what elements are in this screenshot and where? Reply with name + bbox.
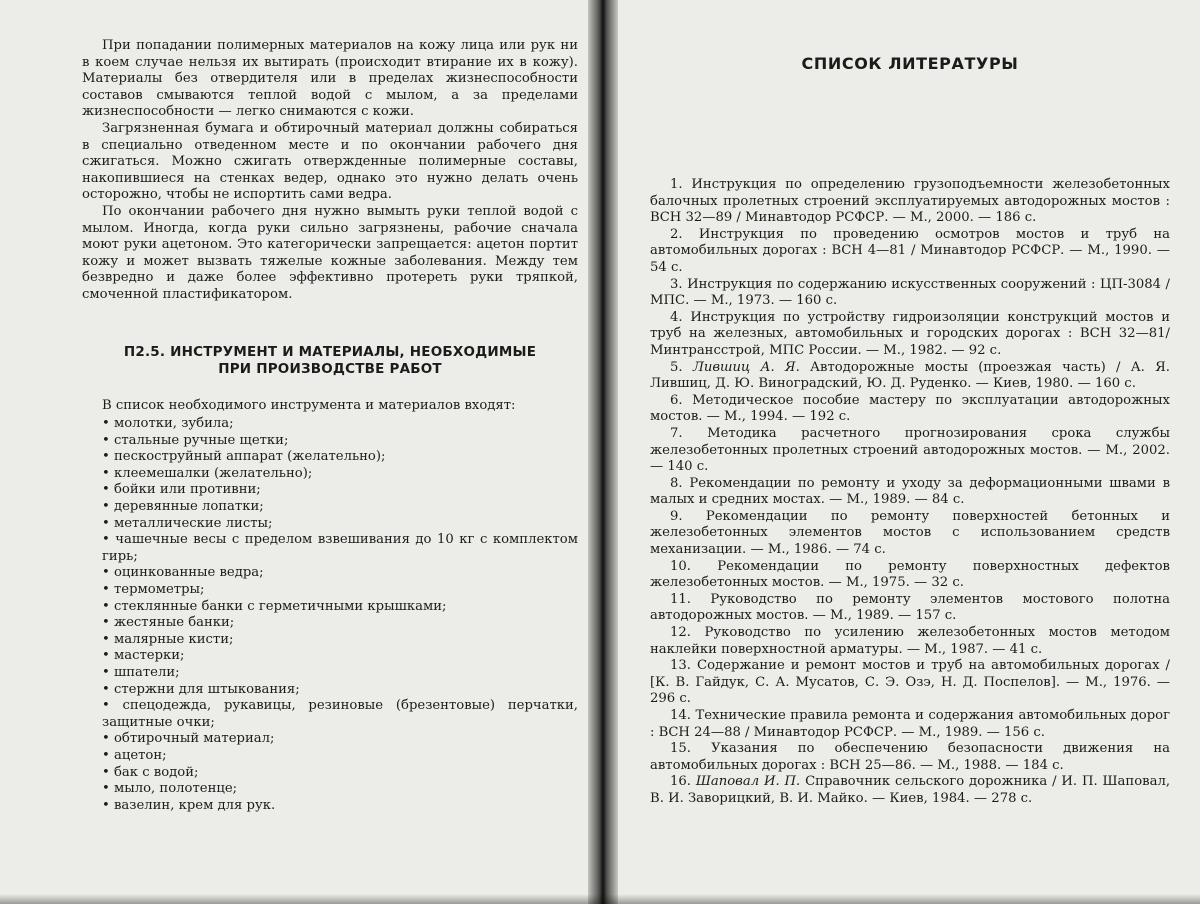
reference-text: Рекомендации по ремонту и уходу за деформационными швами в малых и средних мостах. — М., 1989. — 84 с. [650, 475, 1170, 508]
reference-text: Рекомендации по ремонту поверхностных дефектов железобетонных мостов. — М., 1975. — 32 с. [650, 558, 1170, 591]
reference-number: 9. [670, 508, 683, 524]
list-item: • ацетон; [102, 747, 167, 763]
reference-number: 6. [670, 392, 683, 408]
list-item: • стальные ручные щетки; [102, 432, 289, 448]
bibliography-list [650, 177, 1170, 808]
reference-entry [650, 310, 1170, 360]
book-gutter-shadow [588, 0, 618, 904]
section-heading-line-1: П2.5. ИНСТРУМЕНТ И МАТЕРИАЛЫ, НЕОБХОДИМЫЕ [123, 343, 537, 360]
list-item: • оцинкованные ведра; [102, 565, 264, 581]
list-item: • обтирочный материал; [102, 731, 275, 747]
reference-text: Автодорожные мосты (проезжая часть) / А. Я. Лившиц, Д. Ю. Виноградский, Ю. Д. Руденко. — Киев, 1980. — 160 с. [650, 359, 1170, 392]
reference-entry [650, 592, 1170, 625]
paragraph-waste-disposal: Загрязненная бумага и обтирочный материал должны собираться в специально отведенном месте и по окончании рабочего дня сжигаться. Можно сжигать отвержденные полимерные составы, накопившиеся на стенках ведер, однако это нужно делать очень осторожно, чтобы не испортить сами ведра. [82, 120, 578, 203]
reference-entry [650, 177, 1170, 227]
section-heading-line-2: ПРИ ПРОИЗВОДСТВЕ РАБОТ [218, 360, 442, 377]
list-item: • спецодежда, рукавицы, резиновые (брезентовые) перчатки, защитные очки; [102, 698, 578, 730]
reference-number: 2. [670, 226, 683, 242]
reference-number: 10. [670, 558, 691, 574]
list-item: • пескоструйный аппарат (желательно); [102, 449, 386, 465]
reference-text: Инструкция по содержанию искусственных сооружений : ЦП-3084 / МПС. — М., 1973. — 160 с. [650, 276, 1171, 309]
reference-number: 5. [670, 359, 683, 375]
reference-number: 3. [670, 276, 683, 292]
reference-number: 15. [670, 741, 691, 757]
list-item: • бак с водой; [102, 764, 199, 780]
reference-number: 4. [670, 309, 683, 325]
reference-entry [650, 741, 1170, 774]
reference-text: Справочник сельского дорожника / И. П. Шаповал, В. И. Заворицкий, В. И. Майко. — Киев, 1984. — 278 с. [650, 774, 1171, 806]
list-item: • деревянные лопатки; [102, 499, 264, 515]
list-item: • малярные кисти; [102, 631, 234, 647]
list-item: • мастерки; [102, 648, 185, 664]
reference-number: 1. [670, 177, 683, 192]
reference-number: 12. [670, 625, 691, 641]
tools-materials-list [82, 416, 578, 814]
reference-text: Технические правила ремонта и содержания автомобильных дорог : ВСН 24—88 / Минавтодор РСФСР. — М., 1989. — 156 с. [650, 708, 1170, 740]
reference-entry [650, 509, 1170, 559]
reference-number: 14. [670, 708, 691, 723]
reference-entry [650, 393, 1170, 426]
section-heading [82, 344, 578, 378]
reference-text: Руководство по усилению железобетонных мостов методом наклейки поверхностной арматуры. — М., 1987. — 41 с. [650, 625, 1170, 657]
reference-entry [650, 277, 1170, 310]
list-item: • чашечные весы с пределом взвешивания до 10 кг с комплектом гирь; [102, 532, 578, 564]
reference-entry [650, 625, 1170, 658]
reference-number: 7. [670, 425, 683, 441]
reference-text: Инструкция по проведению осмотров мостов и труб на автомобильных дорогах : ВСН 4—81 / Минавтодор РСФСР. — М., 1990. — 54 с. [650, 226, 1170, 275]
list-item: • стеклянные банки с герметичными крышками; [102, 598, 447, 614]
reference-text: Инструкция по определению грузоподъемности железобетонных балочных пролетных строений эксплуатируемых автодорожных мостов : ВСН 32—89 / Минавтодор РСФСР. — М., 2000. — 186 с. [650, 177, 1170, 226]
reference-text: Методическое пособие мастеру по эксплуатации автодорожных мостов. — М., 1994. — 192 с. [650, 392, 1170, 425]
reference-entry [650, 658, 1170, 708]
reference-number: 11. [670, 591, 691, 607]
reference-text: Методика расчетного прогнозирования срока службы железобетонных пролетных строений автодорожных мостов. — М., 2002. — 140 с. [650, 425, 1170, 475]
right-page [610, 0, 1200, 904]
page-bottom-shadow [0, 894, 1200, 904]
list-item: • жестяные банки; [102, 615, 235, 631]
list-item: • термометры; [102, 582, 205, 598]
reference-text: Инструкция по устройству гидроизоляции конструкций мостов и труб на железных, автомобильных и городских дорогах : ВСН 32—81/ Минтрансстрой, МПС России. — М., 1982. — 92 с. [650, 309, 1170, 358]
reference-text: Содержание и ремонт мостов и труб на автомобильных дорогах / [К. В. Гайдук, С. А. Мусатов, С. Э. Озэ, Н. Д. Поспелов]. — М., 1976. — 296 с. [650, 658, 1170, 707]
list-item: • мыло, полотенце; [102, 781, 238, 797]
list-item: • молотки, зубила; [102, 416, 234, 432]
reference-number: 13. [670, 658, 691, 674]
list-item: • бойки или противни; [102, 482, 261, 498]
reference-entry [650, 360, 1170, 393]
reference-entry [650, 708, 1170, 741]
reference-text: Рекомендации по ремонту поверхностей бетонных и железобетонных элементов мостов с использованием средств механизации. — М., 1986. — 74 с. [650, 508, 1170, 558]
bibliography-title: СПИСОК ЛИТЕРАТУРЫ [801, 54, 1019, 73]
reference-entry [650, 426, 1170, 476]
list-intro: В список необходимого инструмента и материалов входят: [102, 397, 516, 413]
reference-entry [650, 476, 1170, 509]
list-item: • стержни для штыкования; [102, 681, 300, 697]
list-item: • клеемешалки (желательно); [102, 465, 313, 481]
list-item: • металлические листы; [102, 515, 273, 531]
reference-text: Руководство по ремонту элементов мостового полотна автодорожных мостов. — М., 1989. — 157 с. [650, 591, 1170, 624]
reference-entry [650, 559, 1170, 592]
paragraph-skin-contact: При попадании полимерных материалов на кожу лица или рук ни в коем случае нельзя их вытирать (происходит втирание их в кожу). Материалы без отвердителя или в пределах жизнеспособности составов смываются теплой водой с мылом, а за пределами жизнеспособности — легко снимаются с кожи. [82, 38, 578, 120]
reference-author: Лившиц А. Я. [692, 359, 800, 375]
list-item: • вазелин, крем для рук. [102, 797, 276, 813]
reference-number: 16. [670, 774, 691, 790]
reference-number: 8. [670, 475, 683, 491]
paragraph-hand-washing: По окончании рабочего дня нужно вымыть руки теплой водой с мылом. Иногда, когда руки сильно загрязнены, рабочие сначала моют руки ацетоном. Это категорически запрещается: ацетон портит кожу и может вызвать тяжелые кожные заболевания. Между тем безвредно и даже более эффективно протереть руки тряпкой, смоченной пластификатором. [82, 203, 578, 302]
reference-author: Шаповал И. П. [695, 774, 801, 790]
reference-entry [650, 227, 1170, 277]
list-item: • шпатели; [102, 665, 180, 680]
reference-text: Указания по обеспечению безопасности движения на автомобильных дорогах : ВСН 25—86. — М., 1988. — 184 с. [650, 741, 1170, 773]
reference-entry [650, 774, 1170, 807]
